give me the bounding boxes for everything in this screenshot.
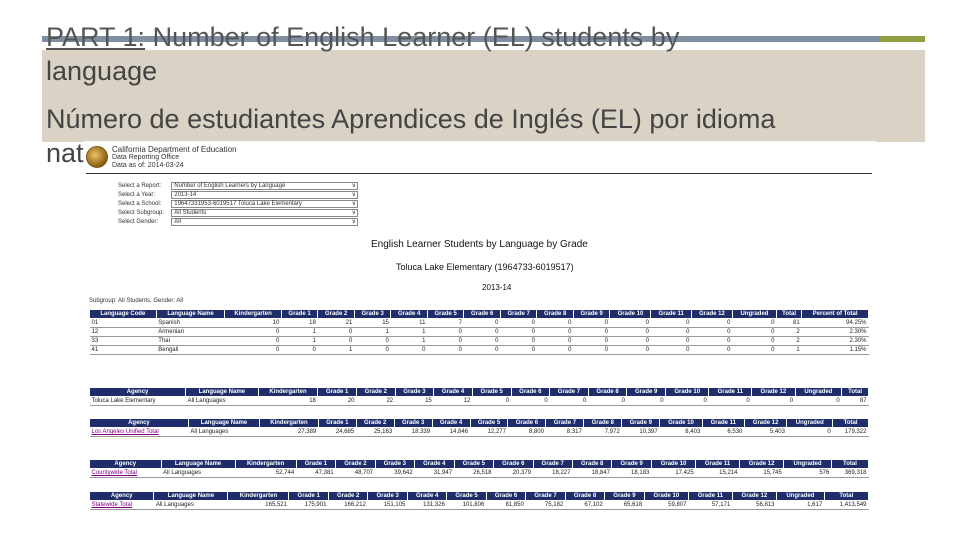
table-cell: 0: [732, 319, 776, 328]
table-header-row: [90, 492, 869, 501]
table-cell: 22: [357, 397, 396, 406]
table-cell: 0: [464, 337, 501, 346]
table-cell: 0: [732, 346, 776, 355]
table-cell: 0: [427, 346, 464, 355]
table-cell: 0: [573, 319, 610, 328]
cde-header: [86, 143, 237, 173]
table-cell: 5,403: [744, 428, 787, 437]
table-cell: 0: [610, 346, 651, 355]
table-header-row: [90, 460, 869, 469]
column-header: Grade 4: [391, 310, 428, 319]
table-header-row: [90, 388, 869, 397]
table-cell: 0: [651, 319, 692, 328]
table-cell: 21: [318, 319, 355, 328]
column-header: Language Name: [156, 310, 225, 319]
column-header: Grade 8: [537, 310, 574, 319]
table-cell: 67,102: [565, 501, 604, 510]
table-cell: 0: [752, 397, 795, 406]
column-header: Agency: [90, 460, 162, 469]
column-header: Grade 5: [447, 492, 486, 501]
table-cell: 59,807: [644, 501, 688, 510]
table-cell: 41: [90, 346, 157, 355]
filter-row: [118, 217, 358, 226]
table-cell: 8,317: [546, 428, 584, 437]
column-header: Grade 3: [368, 492, 407, 501]
table-cell: 0: [573, 346, 610, 355]
table-cell: 165,521: [228, 501, 289, 510]
column-header: Grade 10: [610, 310, 651, 319]
table-cell: All Languages: [161, 469, 235, 478]
table-cell: 0: [732, 328, 776, 337]
table-cell: 12: [434, 397, 473, 406]
table-cell: 2: [777, 328, 802, 337]
table-cell: 0: [354, 346, 391, 355]
table-cell: 52,744: [235, 469, 296, 478]
table-cell: 0: [472, 397, 511, 406]
table-cell: Thai: [156, 337, 225, 346]
table-cell: All Languages: [154, 501, 228, 510]
chevron-down-icon: ∨: [351, 218, 356, 225]
header-divider: [86, 173, 872, 174]
column-header: Total: [833, 419, 869, 428]
chevron-down-icon: ∨: [351, 200, 356, 207]
column-header: Grade 9: [622, 419, 660, 428]
table-cell: 0: [795, 397, 842, 406]
table-cell: 1,617: [777, 501, 825, 510]
column-header: Grade 5: [454, 460, 493, 469]
county-total-table: [89, 459, 869, 478]
column-header: Grade 10: [666, 388, 709, 397]
table-cell: 1: [281, 328, 318, 337]
report-filters: [118, 181, 358, 226]
table-cell: 0: [588, 397, 627, 406]
report-year: 2013-14: [482, 283, 512, 292]
filter-value: 2013-14: [174, 191, 197, 198]
table-cell: 0: [427, 328, 464, 337]
table-cell: 31,947: [415, 469, 454, 478]
table-cell: 1,413,549: [824, 501, 868, 510]
title-english-text: Number of English Learner (EL) students by: [145, 22, 680, 52]
table-cell: 151,105: [368, 501, 407, 510]
table-cell: Toluca Lake Elementary: [90, 397, 186, 406]
column-header: Grade 1: [318, 419, 356, 428]
filter-label: Select Gender:: [118, 218, 159, 225]
column-header: Grade 9: [573, 310, 610, 319]
table-cell: 131,326: [407, 501, 446, 510]
table-row: [90, 501, 869, 510]
column-header: Grade 3: [354, 310, 391, 319]
table-cell: 1: [281, 337, 318, 346]
column-header: Grade 10: [660, 419, 703, 428]
table-cell: 0: [500, 337, 537, 346]
table-row: [90, 319, 869, 328]
table-cell: 7: [427, 319, 464, 328]
column-header: Kindergarten: [260, 419, 319, 428]
filter-label: Select a School:: [118, 200, 162, 207]
table-cell: 1.15%: [802, 346, 869, 355]
column-header: Grade 4: [434, 388, 473, 397]
table-cell: 0: [500, 328, 537, 337]
column-header: Kindergarten: [228, 492, 289, 501]
table-cell: 81,850: [486, 501, 525, 510]
table-cell: 0: [464, 328, 501, 337]
table-cell: 7,972: [584, 428, 622, 437]
chevron-down-icon: ∨: [351, 191, 356, 198]
table-row: [90, 328, 869, 337]
column-header: Ungraded: [784, 460, 832, 469]
table-cell: 14,846: [432, 428, 470, 437]
column-header: Total: [831, 460, 868, 469]
column-header: Ungraded: [732, 310, 776, 319]
table-cell: 56,813: [732, 501, 776, 510]
state-total-table: [89, 491, 869, 510]
column-header: Ungraded: [777, 492, 825, 501]
table-cell: 2.30%: [802, 337, 869, 346]
table-row: [90, 428, 869, 437]
title-part-label: PART 1:: [46, 22, 146, 52]
filter-value: All: [174, 218, 181, 225]
table-cell: 0: [500, 346, 537, 355]
table-cell: Bengali: [156, 346, 225, 355]
column-header: Grade 2: [356, 419, 394, 428]
column-header: Grade 2: [318, 310, 355, 319]
table-cell: Armenian: [156, 328, 225, 337]
column-header: Grade 10: [651, 460, 695, 469]
table-cell: 576: [784, 469, 832, 478]
table-cell: 15: [354, 319, 391, 328]
table-cell: 0: [550, 397, 589, 406]
column-header: Grade 3: [394, 419, 432, 428]
chevron-down-icon: ∨: [351, 182, 356, 189]
column-header: Grade 11: [696, 460, 740, 469]
table-cell: 1: [354, 328, 391, 337]
column-header: Grade 1: [318, 388, 357, 397]
table-cell: 0: [318, 328, 355, 337]
column-header: Total: [842, 388, 869, 397]
school-total-table: [89, 387, 869, 406]
slide-title-english-line2: language: [46, 56, 158, 86]
column-header: Grade 7: [533, 460, 572, 469]
column-header: Grade 12: [691, 310, 732, 319]
filter-select[interactable]: [171, 200, 358, 208]
slide-title-english: [46, 22, 679, 53]
column-header: Total: [777, 310, 802, 319]
column-header: Agency: [90, 419, 189, 428]
agency-link[interactable]: Statewide Total: [90, 501, 154, 510]
table-cell: 179,322: [833, 428, 869, 437]
table-cell: 18,227: [533, 469, 572, 478]
column-header: Grade 12: [739, 460, 783, 469]
table-cell: 0: [391, 346, 428, 355]
column-header: Grade 7: [550, 388, 589, 397]
cde-office: Data Reporting Office: [112, 154, 180, 161]
table-cell: 166,212: [328, 501, 367, 510]
column-header: Grade 5: [427, 310, 464, 319]
table-cell: 15,214: [696, 469, 740, 478]
table-row: [90, 469, 869, 478]
agency-link[interactable]: Countywide Total: [90, 469, 162, 478]
table-cell: 0: [709, 397, 752, 406]
table-cell: 75,182: [526, 501, 565, 510]
table-cell: 0: [281, 346, 318, 355]
column-header: Grade 3: [395, 388, 434, 397]
table-cell: 0: [787, 428, 833, 437]
column-header: Grade 8: [584, 419, 622, 428]
filter-value: All Students: [174, 209, 207, 216]
column-header: Grade 4: [415, 460, 454, 469]
table-cell: 47,381: [296, 469, 335, 478]
table-cell: 27,389: [260, 428, 319, 437]
column-header: Grade 11: [651, 310, 692, 319]
table-cell: 18: [281, 319, 318, 328]
filter-row: [118, 190, 358, 199]
filter-select[interactable]: [171, 218, 358, 226]
table-cell: 2.30%: [802, 328, 869, 337]
table-cell: 0: [610, 328, 651, 337]
table-cell: 01: [90, 319, 157, 328]
cde-data-date: Data as of: 2014-03-24: [112, 162, 184, 169]
column-header: Ungraded: [787, 419, 833, 428]
column-header: Grade 9: [605, 492, 644, 501]
table-cell: 0: [511, 397, 550, 406]
column-header: Grade 11: [688, 492, 732, 501]
chevron-down-icon: ∨: [351, 209, 356, 216]
table-cell: 57,171: [688, 501, 732, 510]
column-header: Grade 9: [612, 460, 651, 469]
filter-row: [118, 208, 358, 217]
column-header: Grade 1: [289, 492, 328, 501]
report-school: Toluca Lake Elementary (1964733-6019517): [396, 262, 574, 272]
filter-label: Select a Year:: [118, 191, 156, 198]
table-cell: 81: [777, 319, 802, 328]
table-cell: 39,642: [375, 469, 414, 478]
table-cell: 0: [427, 337, 464, 346]
column-header: Grade 4: [432, 419, 470, 428]
table-cell: 10,397: [622, 428, 660, 437]
filter-row: [118, 199, 358, 208]
table-cell: 18,183: [612, 469, 651, 478]
column-header: Language Name: [188, 419, 259, 428]
table-cell: 1: [391, 337, 428, 346]
table-cell: 20,379: [494, 469, 533, 478]
table-cell: 2: [777, 337, 802, 346]
column-header: Language Name: [161, 460, 235, 469]
table-cell: 17,425: [651, 469, 695, 478]
table-cell: 12: [90, 328, 157, 337]
table-cell: 0: [537, 346, 574, 355]
cde-name: California Department of Education: [112, 145, 237, 154]
report-title: English Learner Students by Language by Grade: [371, 239, 588, 250]
table-cell: 0: [573, 337, 610, 346]
table-cell: All Languages: [186, 397, 259, 406]
table-row: [90, 397, 869, 406]
table-cell: 0: [691, 346, 732, 355]
table-row: [90, 337, 869, 346]
column-header: Grade 6: [486, 492, 525, 501]
table-cell: 0: [691, 319, 732, 328]
table-cell: 1: [777, 346, 802, 355]
column-header: Total: [824, 492, 868, 501]
filter-value: 19647331953-6019517 Toluca Lake Elementary: [174, 200, 302, 207]
table-cell: 10: [225, 319, 282, 328]
column-header: Grade 8: [588, 388, 627, 397]
column-header: Ungraded: [795, 388, 842, 397]
column-header: Language Code: [90, 310, 157, 319]
filter-select[interactable]: [171, 209, 358, 217]
table-cell: 0: [732, 337, 776, 346]
column-header: Grade 6: [508, 419, 546, 428]
table-cell: 24,685: [318, 428, 356, 437]
column-header: Grade 8: [565, 492, 604, 501]
table-cell: 26,518: [454, 469, 493, 478]
column-header: Grade 10: [644, 492, 688, 501]
table-cell: 8,800: [508, 428, 546, 437]
district-total-table: [89, 418, 869, 437]
table-cell: 18,339: [394, 428, 432, 437]
table-cell: 20: [318, 397, 357, 406]
table-cell: 0: [627, 397, 666, 406]
table-cell: 15: [395, 397, 434, 406]
column-header: Grade 6: [494, 460, 533, 469]
column-header: Agency: [90, 388, 186, 397]
column-header: Kindergarten: [235, 460, 296, 469]
subgroup-note: Subgroup: All Students, Gender: All: [89, 298, 184, 304]
table-cell: 0: [500, 319, 537, 328]
column-header: Grade 8: [572, 460, 611, 469]
table-cell: 65,618: [605, 501, 644, 510]
filter-label: Select a Report:: [118, 182, 162, 189]
table-cell: 0: [573, 328, 610, 337]
table-cell: 48,707: [336, 469, 375, 478]
table-cell: Spanish: [156, 319, 225, 328]
column-header: Grade 11: [709, 388, 752, 397]
table-cell: 0: [354, 337, 391, 346]
table-cell: 0: [225, 346, 282, 355]
table-cell: 175,901: [289, 501, 328, 510]
filter-row: [118, 181, 358, 190]
table-cell: 18: [258, 397, 318, 406]
table-cell: 0: [464, 346, 501, 355]
slide-title-spanish-line2: nat: [46, 138, 84, 168]
column-header: Grade 7: [526, 492, 565, 501]
column-header: Grade 6: [511, 388, 550, 397]
column-header: Grade 5: [472, 388, 511, 397]
table-cell: All Languages: [188, 428, 259, 437]
column-header: Grade 9: [627, 388, 666, 397]
column-header: Grade 6: [464, 310, 501, 319]
table-cell: 0: [225, 328, 282, 337]
cde-seal-icon: [86, 146, 108, 168]
table-cell: 0: [537, 328, 574, 337]
table-cell: 0: [651, 337, 692, 346]
table-cell: 25,163: [356, 428, 394, 437]
table-row: [90, 346, 869, 355]
report-screenshot: [84, 141, 876, 525]
filter-select[interactable]: [171, 191, 358, 199]
table-cell: 0: [651, 346, 692, 355]
table-cell: 101,806: [447, 501, 486, 510]
table-header-row: [90, 310, 869, 319]
table-cell: 0: [225, 337, 282, 346]
language-table: [89, 309, 869, 355]
column-header: Language Name: [154, 492, 228, 501]
cde-header-text: [112, 146, 237, 170]
title-bar-accent: [880, 36, 925, 42]
table-cell: 369,318: [831, 469, 868, 478]
column-header: Agency: [90, 492, 154, 501]
table-cell: 33: [90, 337, 157, 346]
table-cell: 18,847: [572, 469, 611, 478]
table-cell: 0: [464, 319, 501, 328]
filter-value: Number of English Learners by Language: [174, 182, 286, 189]
table-cell: 0: [651, 328, 692, 337]
slide-title-spanish: Número de estudiantes Aprendices de Inglés (EL) por idioma: [46, 104, 776, 134]
table-cell: 1: [318, 346, 355, 355]
table-cell: 87: [842, 397, 869, 406]
column-header: Grade 1: [281, 310, 318, 319]
column-header: Kindergarten: [225, 310, 282, 319]
column-header: Language Name: [186, 388, 259, 397]
table-cell: 0: [537, 337, 574, 346]
column-header: Grade 12: [744, 419, 787, 428]
column-header: Grade 4: [407, 492, 446, 501]
table-cell: 6,530: [702, 428, 744, 437]
table-cell: 0: [318, 337, 355, 346]
table-cell: 0: [537, 319, 574, 328]
table-cell: 0: [666, 397, 709, 406]
column-header: Grade 11: [702, 419, 744, 428]
column-header: Grade 2: [357, 388, 396, 397]
column-header: Grade 7: [546, 419, 584, 428]
table-cell: 11: [391, 319, 428, 328]
table-cell: 0: [610, 319, 651, 328]
table-header-row: [90, 419, 869, 428]
table-cell: 0: [691, 337, 732, 346]
table-cell: 12,277: [470, 428, 508, 437]
column-header: Grade 5: [470, 419, 508, 428]
column-header: Percent of Total: [802, 310, 869, 319]
column-header: Grade 12: [752, 388, 795, 397]
filter-label: Select Subgroup:: [118, 209, 165, 216]
table-cell: 0: [691, 328, 732, 337]
table-cell: 8,403: [660, 428, 703, 437]
filter-select[interactable]: [171, 182, 358, 190]
table-cell: 1: [391, 328, 428, 337]
column-header: Grade 2: [336, 460, 375, 469]
column-header: Grade 3: [375, 460, 414, 469]
column-header: Grade 2: [328, 492, 367, 501]
column-header: Grade 7: [500, 310, 537, 319]
table-cell: 94.25%: [802, 319, 869, 328]
table-cell: 15,745: [739, 469, 783, 478]
column-header: Grade 12: [732, 492, 776, 501]
column-header: Kindergarten: [258, 388, 318, 397]
agency-link[interactable]: Los Angeles Unified Total: [90, 428, 189, 437]
column-header: Grade 1: [296, 460, 335, 469]
table-cell: 0: [610, 337, 651, 346]
